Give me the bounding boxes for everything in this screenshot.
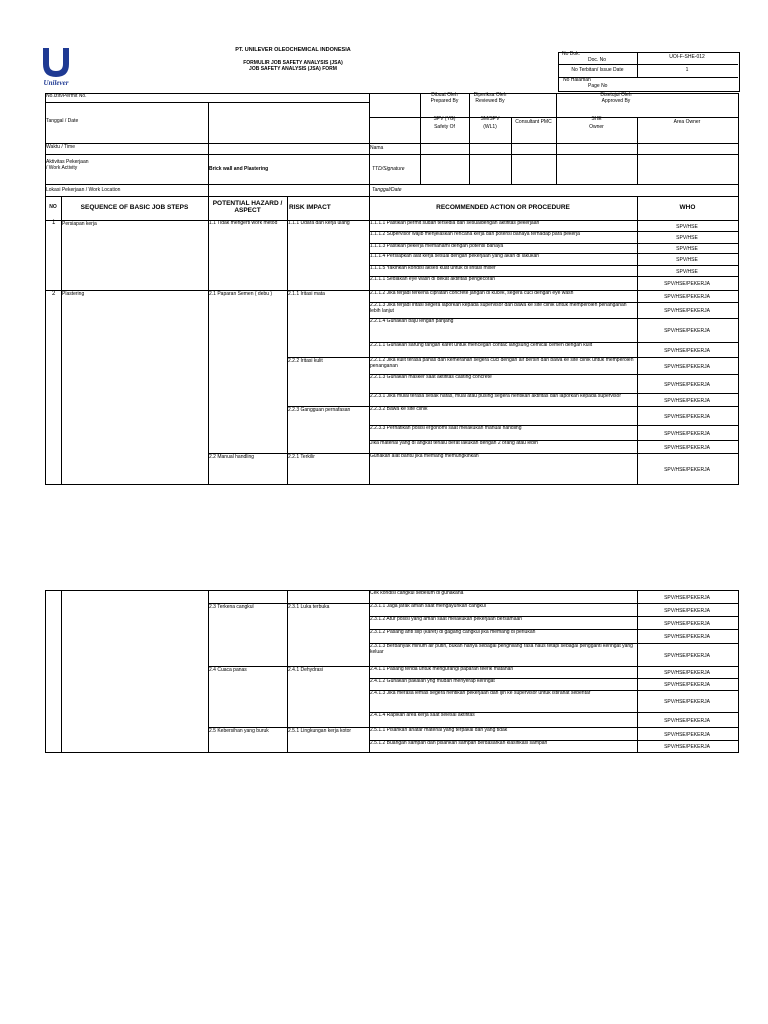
activity-value: Brick wall and Plastering <box>209 166 269 172</box>
action-text: 1.1.1.5 Yakinkan kondisi akses kuat untuk di lintasi mixer <box>370 265 496 271</box>
who-cell: SPV/HSE <box>676 223 698 230</box>
form-title-en: JOB SAFETY ANALYSIS (JSA) FORM <box>249 66 337 72</box>
step2-name: Plastering <box>62 291 85 297</box>
action-text: 2.3.1.2 Atur posisi yang aman saat melakukan pekerjaan bersamaan <box>370 616 523 622</box>
hazard-2-5: 2.5 Kebersihan yang buruk <box>209 728 269 734</box>
action-text: Cek kondisi cangkul sebelum di gunakana <box>370 590 464 596</box>
who-cell: SPV/HSE <box>676 235 698 241</box>
action-text: 2.2.1.2 Jika kulit terasa panas dan kemerahan segera cuci dengan air bersih dan bawa ke site clinik untuk memperoleh penanganan <box>370 357 634 369</box>
who-cell: SPV/HSE/PEKERJA <box>664 699 710 705</box>
action-text: 2.2.1.3 Jika terjadi iritasi segera laporkan kepada supervisor dan bawa ke site clinik untuk memperoleh penanganan lebih lanjut <box>370 302 627 314</box>
action-text: Jika material yang di angkat terlalu berat lakukan dengan 2 orang atau lebih <box>370 440 538 446</box>
action-text: 1.1.1.3 Pastikan pekerja memahami dengan potensi bahaya <box>370 243 504 249</box>
date-label: Tanggal / Date <box>46 118 79 124</box>
approved-label-2: Approved By <box>601 98 631 104</box>
step1-risk: 1.1.1 Udara dan kerja ulang <box>288 220 350 226</box>
date-sign-label: Tanggal/Date <box>372 187 402 193</box>
sm-label-2: (WL1) <box>483 124 497 130</box>
action-text: 2.2.3.3 Perhatikan posisi ergonomi saat melakukan manual handling <box>370 425 522 431</box>
who-cell: SPV/HSE <box>676 268 698 275</box>
action-text: 2.5.1.1 Pisahkan anatar material yang terpakai dan yang tidak <box>370 727 508 733</box>
col-who: WHO <box>679 204 696 211</box>
she-label-1: SHE <box>591 116 602 122</box>
who-cell: SPV/HSE/PEKERJA <box>664 281 710 287</box>
action-text: 1.1.1.2 Supervisor wajib menjelaskan rencana kerja dan potensi bahaya terhadap para pekerja <box>370 231 580 237</box>
row-divider <box>369 752 739 753</box>
who-cell: SPV/HSE/PEKERJA <box>664 744 710 750</box>
who-cell: SPV/HSE <box>676 257 698 263</box>
col-steps: SEQUENCE OF BASIC JOB STEPS <box>80 204 189 211</box>
risk-2-2-1: 2.2.1 Terkilir <box>288 454 315 460</box>
location-label: Lokasi Pekerjaan / Work Location <box>46 187 121 193</box>
who-cell: SPV/HSE/PEKERJA <box>664 620 710 627</box>
permit-label: No.Izin/Permit No. <box>46 93 87 99</box>
action-text: 2.2.3.2 Bawa ke site clinik <box>370 406 428 412</box>
col-action: RECOMMENDED ACTION OR PROCEDURE <box>436 204 570 211</box>
issue-value: 1 <box>685 67 689 73</box>
who-cell: SPV/HSE/PEKERJA <box>664 413 710 420</box>
action-text: Gunakan alat bantu jika memang memungkinkan <box>370 453 479 459</box>
who-cell: SPV/HSE/PEKERJA <box>664 717 710 724</box>
row-divider <box>369 484 739 485</box>
activity-label-1: Aktivitas Pekerjaan <box>46 159 89 165</box>
reviewed-label-2: Reviewed By <box>475 98 505 104</box>
who-cell: SPV/HSE/PEKERJA <box>664 466 710 473</box>
who-cell: SPV/HSE/PEKERJA <box>664 347 710 354</box>
risk-2-2-3: 2.2.3 Gangguan pernafasan <box>288 407 351 413</box>
hazard-2-4: 2.4 Cuaca panas <box>209 667 247 673</box>
doc-no-value: UOI-F-SHE-012 <box>669 54 705 60</box>
col-risk: RISK IMPACT <box>289 204 331 211</box>
step1-name: Persiapan kerja <box>62 221 97 227</box>
action-text: 2.2.1.4 Gunakan baju lengan panjang <box>370 318 454 324</box>
unilever-u-icon <box>36 46 76 80</box>
hazard-2-2: 2.2 Manual handling <box>209 454 255 460</box>
company-name: PT. UNILEVER OLEOCHEMICAL INDONESIA <box>235 47 351 53</box>
step1-no: 1 <box>52 220 56 226</box>
action-text: 2.5.1.2 Buangan sampah dan pisahkan sampah berdasarkan klasifikasi sampah <box>370 740 548 746</box>
action-text: 2.3.1.3 Berbanyak minum air putih, bukan hanya sebagai penghilang rasa haus tetapi sebagai pengganti keringat yang keluar <box>370 643 633 655</box>
hazard-2-3: 2.3 Terkena cangkul <box>209 604 254 610</box>
action-text: 2.4.1.3 Jika merasa lemas segera hentikan pekerjaan dan ijin ke supervisor untuk istirahat sebentar <box>370 690 591 696</box>
who-cell: SPV/HSE/PEKERJA <box>664 594 710 601</box>
who-cell: SPV/HSE/PEKERJA <box>664 397 710 404</box>
doc-no-label: Doc. No <box>588 57 607 63</box>
who-cell: SPV/HSE/PEKERJA <box>664 634 710 640</box>
consultant-label: Consultant PMC <box>515 119 552 125</box>
area-owner-label: Area Owner <box>673 119 701 125</box>
reviewed-label-1: Diperiksa Oleh <box>473 92 507 98</box>
action-text: 2.4.1.4 Rapikan area kerja saat selesai aktifitas <box>370 712 475 718</box>
page-label-id: No Halaman <box>563 77 591 83</box>
who-cell: SPV/HSE/PEKERJA <box>664 607 710 614</box>
who-cell: SPV/HSE/PEKERJA <box>664 652 710 659</box>
who-cell: SPV/HSE/PEKERJA <box>664 670 710 676</box>
sm-label-1: SM/SPV <box>480 116 500 122</box>
step2-no: 2 <box>52 291 56 297</box>
action-text: 2.1.1.1 Sediakan eye wash di dekat aktifitas pengecoran <box>370 276 496 282</box>
who-cell: SPV/HSE/PEKERJA <box>664 308 710 314</box>
page-label-en: Page No <box>588 83 608 89</box>
activity-label-2: / Work Activity <box>46 165 78 171</box>
issue-label: No Terbitan/ Issue Date <box>571 67 624 73</box>
who-cell: SPV/HSE <box>676 246 698 252</box>
risk-2-3-1: 2.3.1 Luka terbuka <box>288 604 330 610</box>
no-dok-label: No Dok. <box>562 51 581 57</box>
she-label-2: Owner <box>589 124 604 130</box>
form-title-id: FORMULIR JOB SAFETY ANALYSIS (JSA) <box>243 60 343 66</box>
approved-label-1: Disetujui Oleh <box>600 92 632 98</box>
who-cell: SPV/HSE/PEKERJA <box>664 328 710 334</box>
action-text: 2.3.1.2 Pasang anti slip (karet) di gagang cangkul jika memang di perlukan <box>370 629 536 635</box>
risk-2-1-1: 2.1.1 Iritasi mata <box>288 291 325 297</box>
action-text: 1.1.1.4 Persiapkan alat kerja sesuai dengan pekerjaan yang akan di lakukan <box>370 253 540 259</box>
unilever-logo <box>36 46 76 88</box>
prepared-label-2: Prepared By <box>430 98 459 104</box>
action-text: 2.3.1.1 Jaga jarak aman saat mengayunkan cangkul <box>370 603 486 609</box>
who-cell: SPV/HSE/PEKERJA <box>664 363 710 370</box>
nama-label: Nama <box>370 145 384 151</box>
who-cell: SPV/HSE/PEKERJA <box>664 731 710 738</box>
action-text: 2.2.1.1 Gunakan sarung tangan karet untuk mencegah contac langsung cemical cemen dengan kulit <box>370 342 593 348</box>
action-text: 2.4.1.1 Pasang tenda untuk mengurangi paparan teerik matahari <box>370 666 514 672</box>
hazard-2-1: 2.1 Paparan Semen ( debu ) <box>209 291 273 297</box>
signature-label: TTD/Signature <box>372 166 405 172</box>
who-cell: SPV/HSE/PEKERJA <box>664 381 710 388</box>
spv-label-1: SPV (YG) <box>433 116 456 122</box>
step1-hazard: 1.1 Tidak mengerti work metod <box>209 220 278 226</box>
action-text: 2.1.1.2 Jika terjadi terkena cipratan concrete jangan di kucek, segera cuci dengan eye wash <box>370 290 574 296</box>
risk-2-4-1: 2.4.1 Dehydrasi <box>288 667 324 673</box>
col-hazard: POTENTIAL HAZARD / ASPECT <box>212 200 283 214</box>
who-cell: SPV/HSE/PEKERJA <box>664 682 710 688</box>
time-label: Waktu / Time <box>46 144 75 150</box>
action-text: 2.2.1.3 Gunakan masker saat aktifitas casting concrete <box>370 374 492 380</box>
who-cell: SPV/HSE/PEKERJA <box>664 444 710 451</box>
who-cell: SPV/HSE/PEKERJA <box>664 430 710 437</box>
who-cell: SPV/HSE/PEKERJA <box>664 294 710 300</box>
col-no: NO <box>49 204 57 210</box>
prepared-label-1: Dibuat Oleh <box>431 92 458 98</box>
action-text: 1.1.1.1 Pastikan permit sudah tersedia dan sesuaidengan aktifitas pekerjaan <box>370 220 540 226</box>
risk-2-2-2: 2.2.2 Iritasi kulit <box>288 358 323 364</box>
action-text: 2.4.1.2 Gunakan pakaian yng mudah menyerap keringat <box>370 678 495 684</box>
risk-2-5-1: 2.5.1 Lingkungan kerja kotor <box>288 728 352 734</box>
spv-label-2: Safety Of <box>434 124 455 130</box>
logo-text: Unilever <box>43 79 69 87</box>
action-text: 2.2.3.1 Jika mulai terasa sesak nafas, mual atau pusing segera hentikan aktifitas dan laporkan kepada supervisor <box>370 393 621 399</box>
